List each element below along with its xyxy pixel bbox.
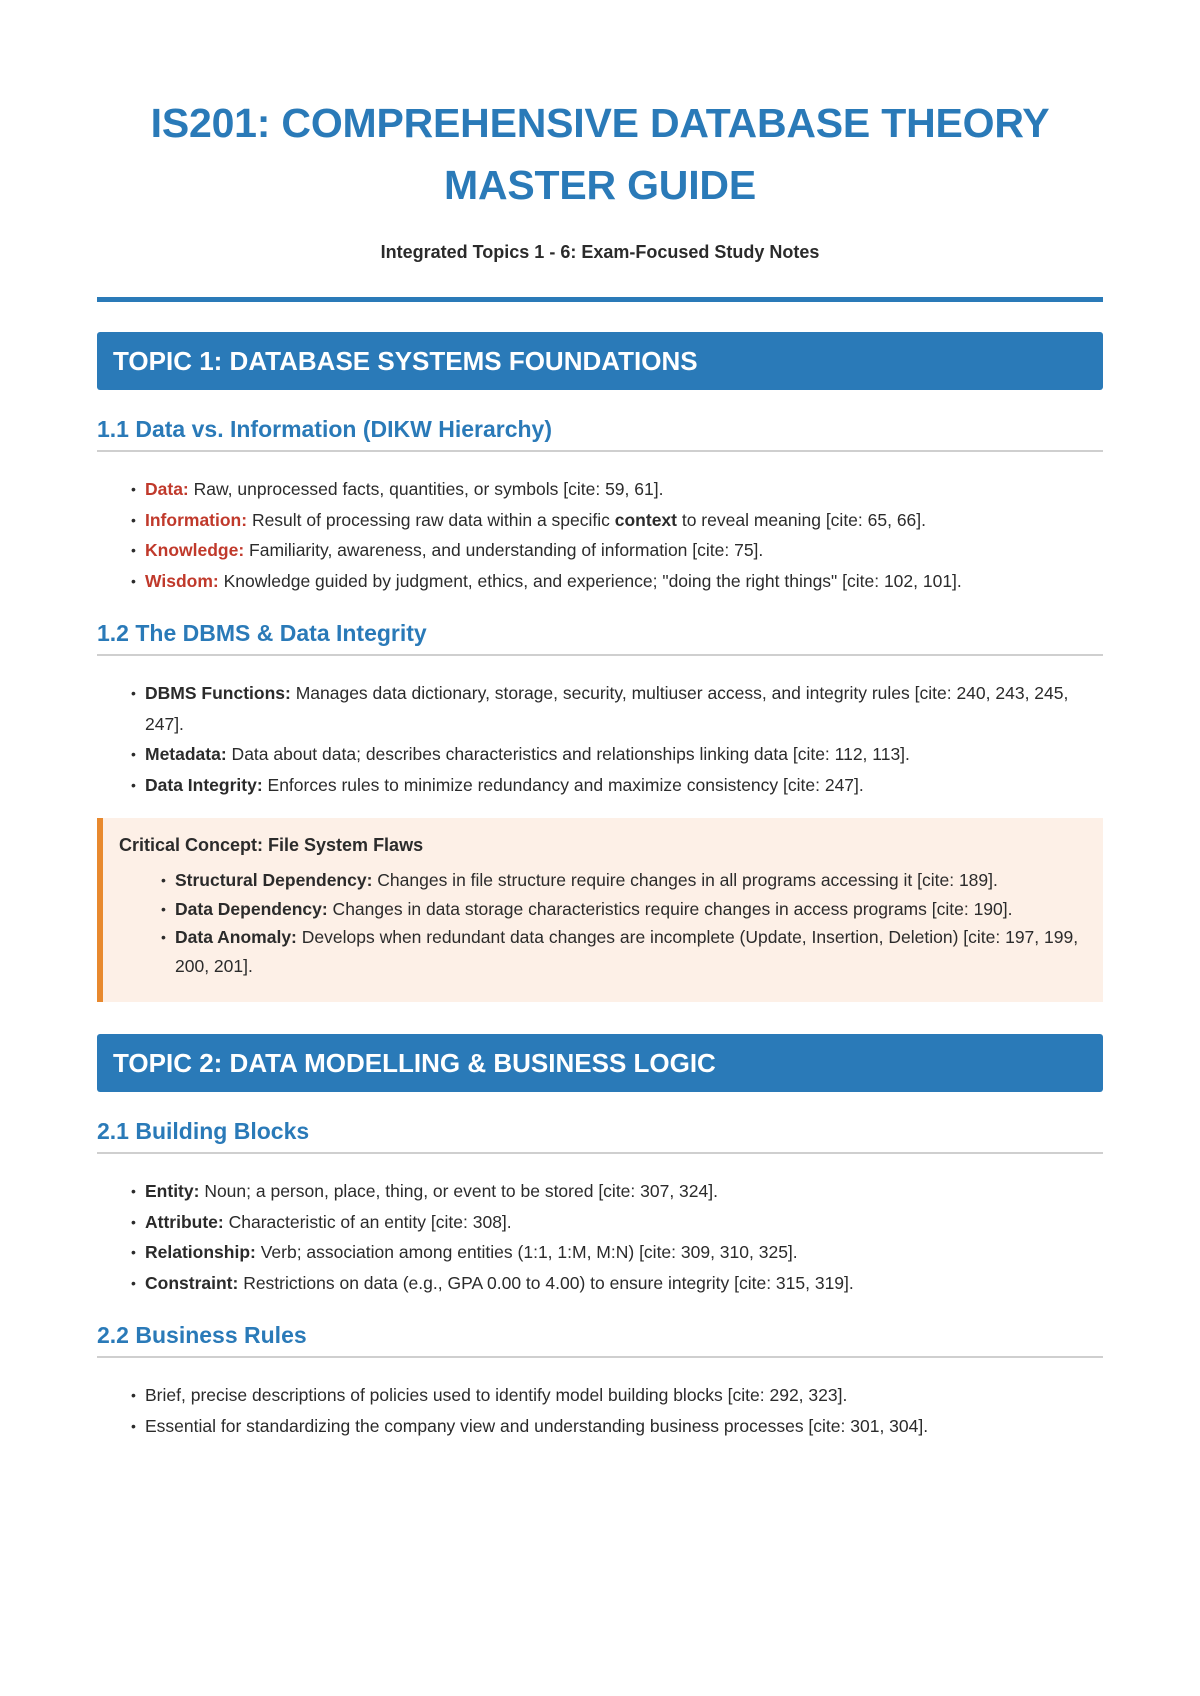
definition-text: Noun; a person, place, thing, or event to be stored [cite: 307, 324]. — [199, 1181, 718, 1201]
list-item — [145, 1268, 1103, 1299]
list-item — [145, 505, 1103, 536]
list-item — [175, 895, 1081, 924]
term-knowledge: Knowledge: — [145, 540, 245, 560]
list-item — [145, 535, 1103, 566]
bullet-text: Essential for standardizing the company view and understanding business processes [cite: 301, 304]. — [145, 1415, 929, 1436]
term-attribute: Attribute: — [145, 1211, 224, 1232]
section-2-2-heading: 2.2 Business Rules — [97, 1322, 1103, 1358]
callout-list — [119, 866, 1081, 980]
term-data-dependency: Data Dependency: — [175, 898, 328, 919]
definition-text: Raw, unprocessed facts, quantities, or symbols [cite: 59, 61]. — [188, 479, 664, 499]
section-2-2-list — [97, 1380, 1103, 1441]
definition-text: Restrictions on data (e.g., GPA 0.00 to 4.00) to ensure integrity [cite: 315, 319]. — [238, 1272, 854, 1293]
callout-title: Critical Concept: File System Flaws — [119, 835, 424, 855]
definition-text: Manages data dictionary, storage, security, multiuser access, and integrity rules [cite: 240, 243, 245, 247]. — [145, 683, 1069, 734]
definition-text: Enforces rules to minimize redundancy and maximize consistency [cite: 247]. — [262, 774, 864, 795]
list-item — [145, 1380, 1103, 1411]
definition-text: Characteristic of an entity [cite: 308]. — [223, 1211, 512, 1232]
section-2-1-heading: 2.1 Building Blocks — [97, 1118, 1103, 1154]
list-item — [145, 1207, 1103, 1238]
document-subtitle: Integrated Topics 1 - 6: Exam-Focused Study Notes — [380, 242, 820, 262]
definition-text: Result of processing raw data within a specific — [247, 509, 615, 530]
list-item — [145, 678, 1103, 739]
term-dbms-functions: DBMS Functions: — [145, 683, 291, 703]
section-1-1-heading: 1.1 Data vs. Information (DIKW Hierarchy) — [97, 416, 1103, 452]
list-item — [145, 770, 1103, 801]
topic-2-header: TOPIC 2: DATA MODELLING & BUSINESS LOGIC — [97, 1034, 1103, 1092]
term-data-integrity: Data Integrity: — [145, 774, 263, 795]
bullet-text: Brief, precise descriptions of policies used to identify model building blocks [cite: 292, 323]. — [145, 1385, 848, 1405]
term-relationship: Relationship: — [145, 1242, 256, 1262]
definition-text: Verb; association among entities (1:1, 1:M, M:N) [cite: 309, 310, 325]. — [255, 1242, 798, 1262]
definition-text: Familiarity, awareness, and understanding of information [cite: 75]. — [244, 540, 764, 560]
definition-text: to reveal meaning [cite: 65, 66]. — [676, 509, 927, 530]
section-1-2-heading: 1.2 The DBMS & Data Integrity — [97, 620, 1103, 656]
term-constraint: Constraint: — [145, 1272, 239, 1293]
document-title: IS201: COMPREHENSIVE DATABASE THEORY MASTER GUIDE — [150, 100, 1050, 208]
term-information: Information: — [145, 509, 248, 530]
title-divider — [97, 297, 1103, 302]
list-item — [145, 474, 1103, 505]
list-item — [145, 739, 1103, 770]
term-wisdom: Wisdom: — [145, 570, 219, 591]
section-1-2-list — [97, 678, 1103, 800]
term-metadata: Metadata: — [145, 744, 227, 764]
definition-text: Develops when redundant data changes are incomplete (Update, Insertion, Deletion) [cite: 197, 199, 200, 201]. — [175, 927, 1079, 976]
section-2-1-list — [97, 1176, 1103, 1298]
definition-text: Knowledge guided by judgment, ethics, and experience; "doing the right things" [cite: 102, 101]. — [218, 570, 962, 591]
term-structural-dependency: Structural Dependency: — [175, 870, 373, 890]
critical-concept-callout — [97, 818, 1103, 1002]
term-data-anomaly: Data Anomaly: — [175, 927, 297, 947]
list-item — [175, 923, 1081, 980]
topic-1-header: TOPIC 1: DATABASE SYSTEMS FOUNDATIONS — [97, 332, 1103, 390]
definition-text: Changes in file structure require changes in all programs accessing it [cite: 189]. — [372, 870, 998, 890]
definition-text: Changes in data storage characteristics require changes in access programs [cite: 190]. — [327, 898, 1013, 919]
term-entity: Entity: — [145, 1181, 200, 1201]
list-item — [145, 566, 1103, 597]
definition-text: Data about data; describes characteristics and relationships linking data [cite: 112, 113]. — [226, 744, 910, 764]
term-data: Data: — [145, 479, 189, 499]
emphasis-text: context — [614, 509, 677, 530]
list-item — [145, 1176, 1103, 1207]
list-item — [145, 1411, 1103, 1442]
list-item — [145, 1237, 1103, 1268]
list-item — [175, 866, 1081, 895]
section-1-1-list — [97, 474, 1103, 596]
